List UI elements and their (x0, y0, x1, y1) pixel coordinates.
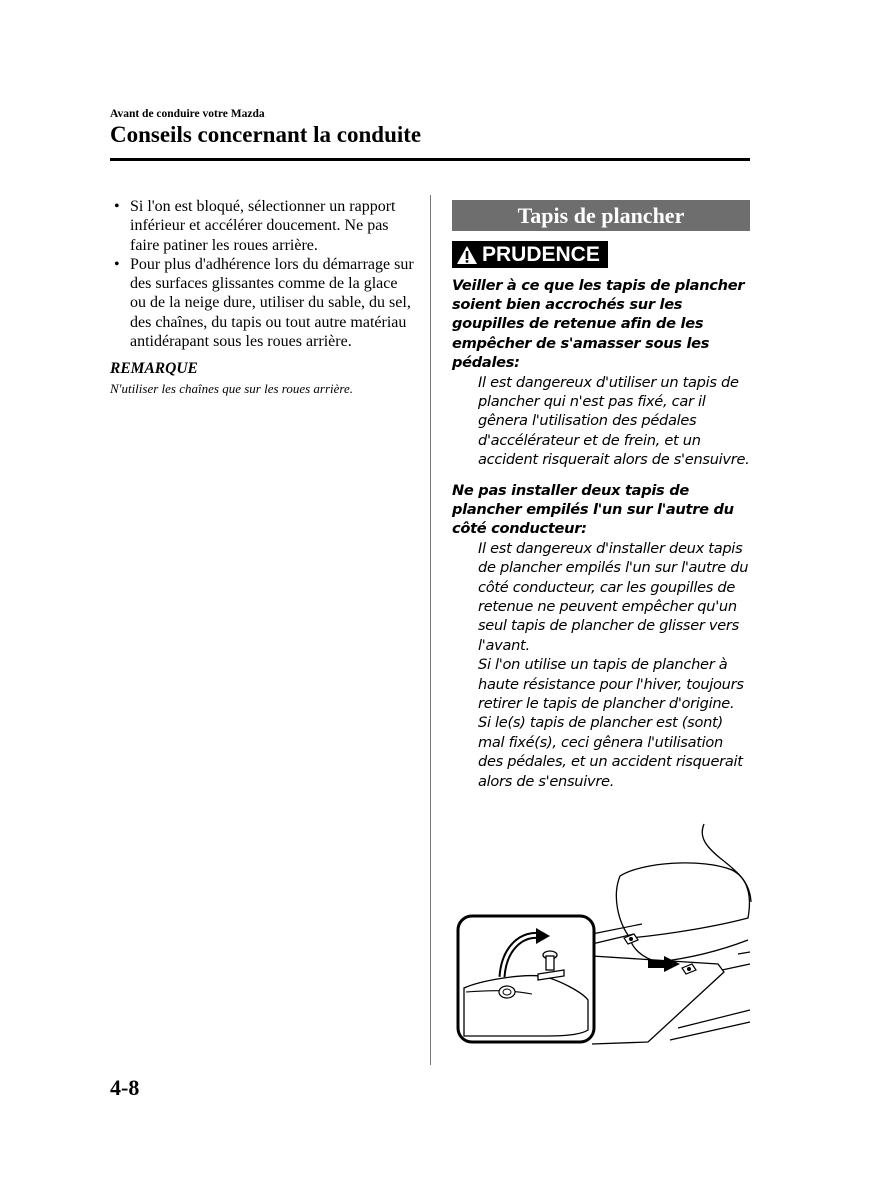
list-item: • Si l'on est bloqué, sélectionner un rapport inférieur et accélérer doucement. Ne pas faire patiner les roues arrière. (110, 197, 415, 255)
caution-body: Si le(s) tapis de plancher est (sont) mal fixé(s), ceci gênera l'utilisation des pédales, et un accident risquerait alors de s'ensuivre. (478, 714, 743, 790)
column-divider (430, 195, 431, 1065)
page-number: 4-8 (110, 1075, 140, 1100)
caution-block (452, 276, 752, 470)
right-column (452, 200, 752, 791)
caution-body: Si l'on utilise un tapis de plancher à haute résistance pour l'hiver, toujours retirer le tapis de plancher d'origine. (478, 656, 744, 713)
remark-heading: REMARQUE (110, 360, 198, 378)
caution-lead: Ne pas installer deux tapis de plancher empilés l'un sur l'autre du côté conducteur: (452, 481, 734, 538)
warning-label: PRUDENCE (482, 242, 600, 266)
floor-mat-illustration (452, 822, 752, 1054)
left-column (110, 197, 415, 397)
caution-lead: Veiller à ce que les tapis de plancher soient bien accrochés sur les goupilles de retenue afin de les empêcher de s'amasser sous les pédales: (452, 276, 745, 372)
section-title: Conseils concernant la conduite (110, 122, 422, 147)
tips-list (110, 197, 415, 351)
warning-triangle-icon (456, 245, 478, 265)
breadcrumb: Avant de conduire votre Mazda (110, 108, 265, 120)
banner-title: Tapis de plancher (452, 200, 750, 231)
list-item: • Pour plus d'adhérence lors du démarrage sur des surfaces glissantes comme de la glace ou de la neige dure, utiliser du sable, du sel, des chaînes, du tapis ou tout autre matériau antidérapant sous les roues arrière. (110, 255, 415, 351)
caution-body: Il est dangereux d'utiliser un tapis de plancher qui n'est pas fixé, car il gênera l'utilisation des pédales d'accélérateur et de frein, et un accident risquerait alors de s'ensuivre. (478, 373, 750, 469)
caution-block (452, 481, 752, 792)
warning-badge (452, 241, 608, 268)
caution-body: Il est dangereux d'installer deux tapis de plancher empilés l'un sur l'autre du côté conducteur, car les goupilles de retenue ne peuvent empêcher qu'un seul tapis de plancher de glisser vers l'avant. (478, 539, 749, 654)
header-rule (110, 158, 750, 161)
remark-text: N'utiliser les chaînes que sur les roues arrière. (110, 380, 354, 396)
